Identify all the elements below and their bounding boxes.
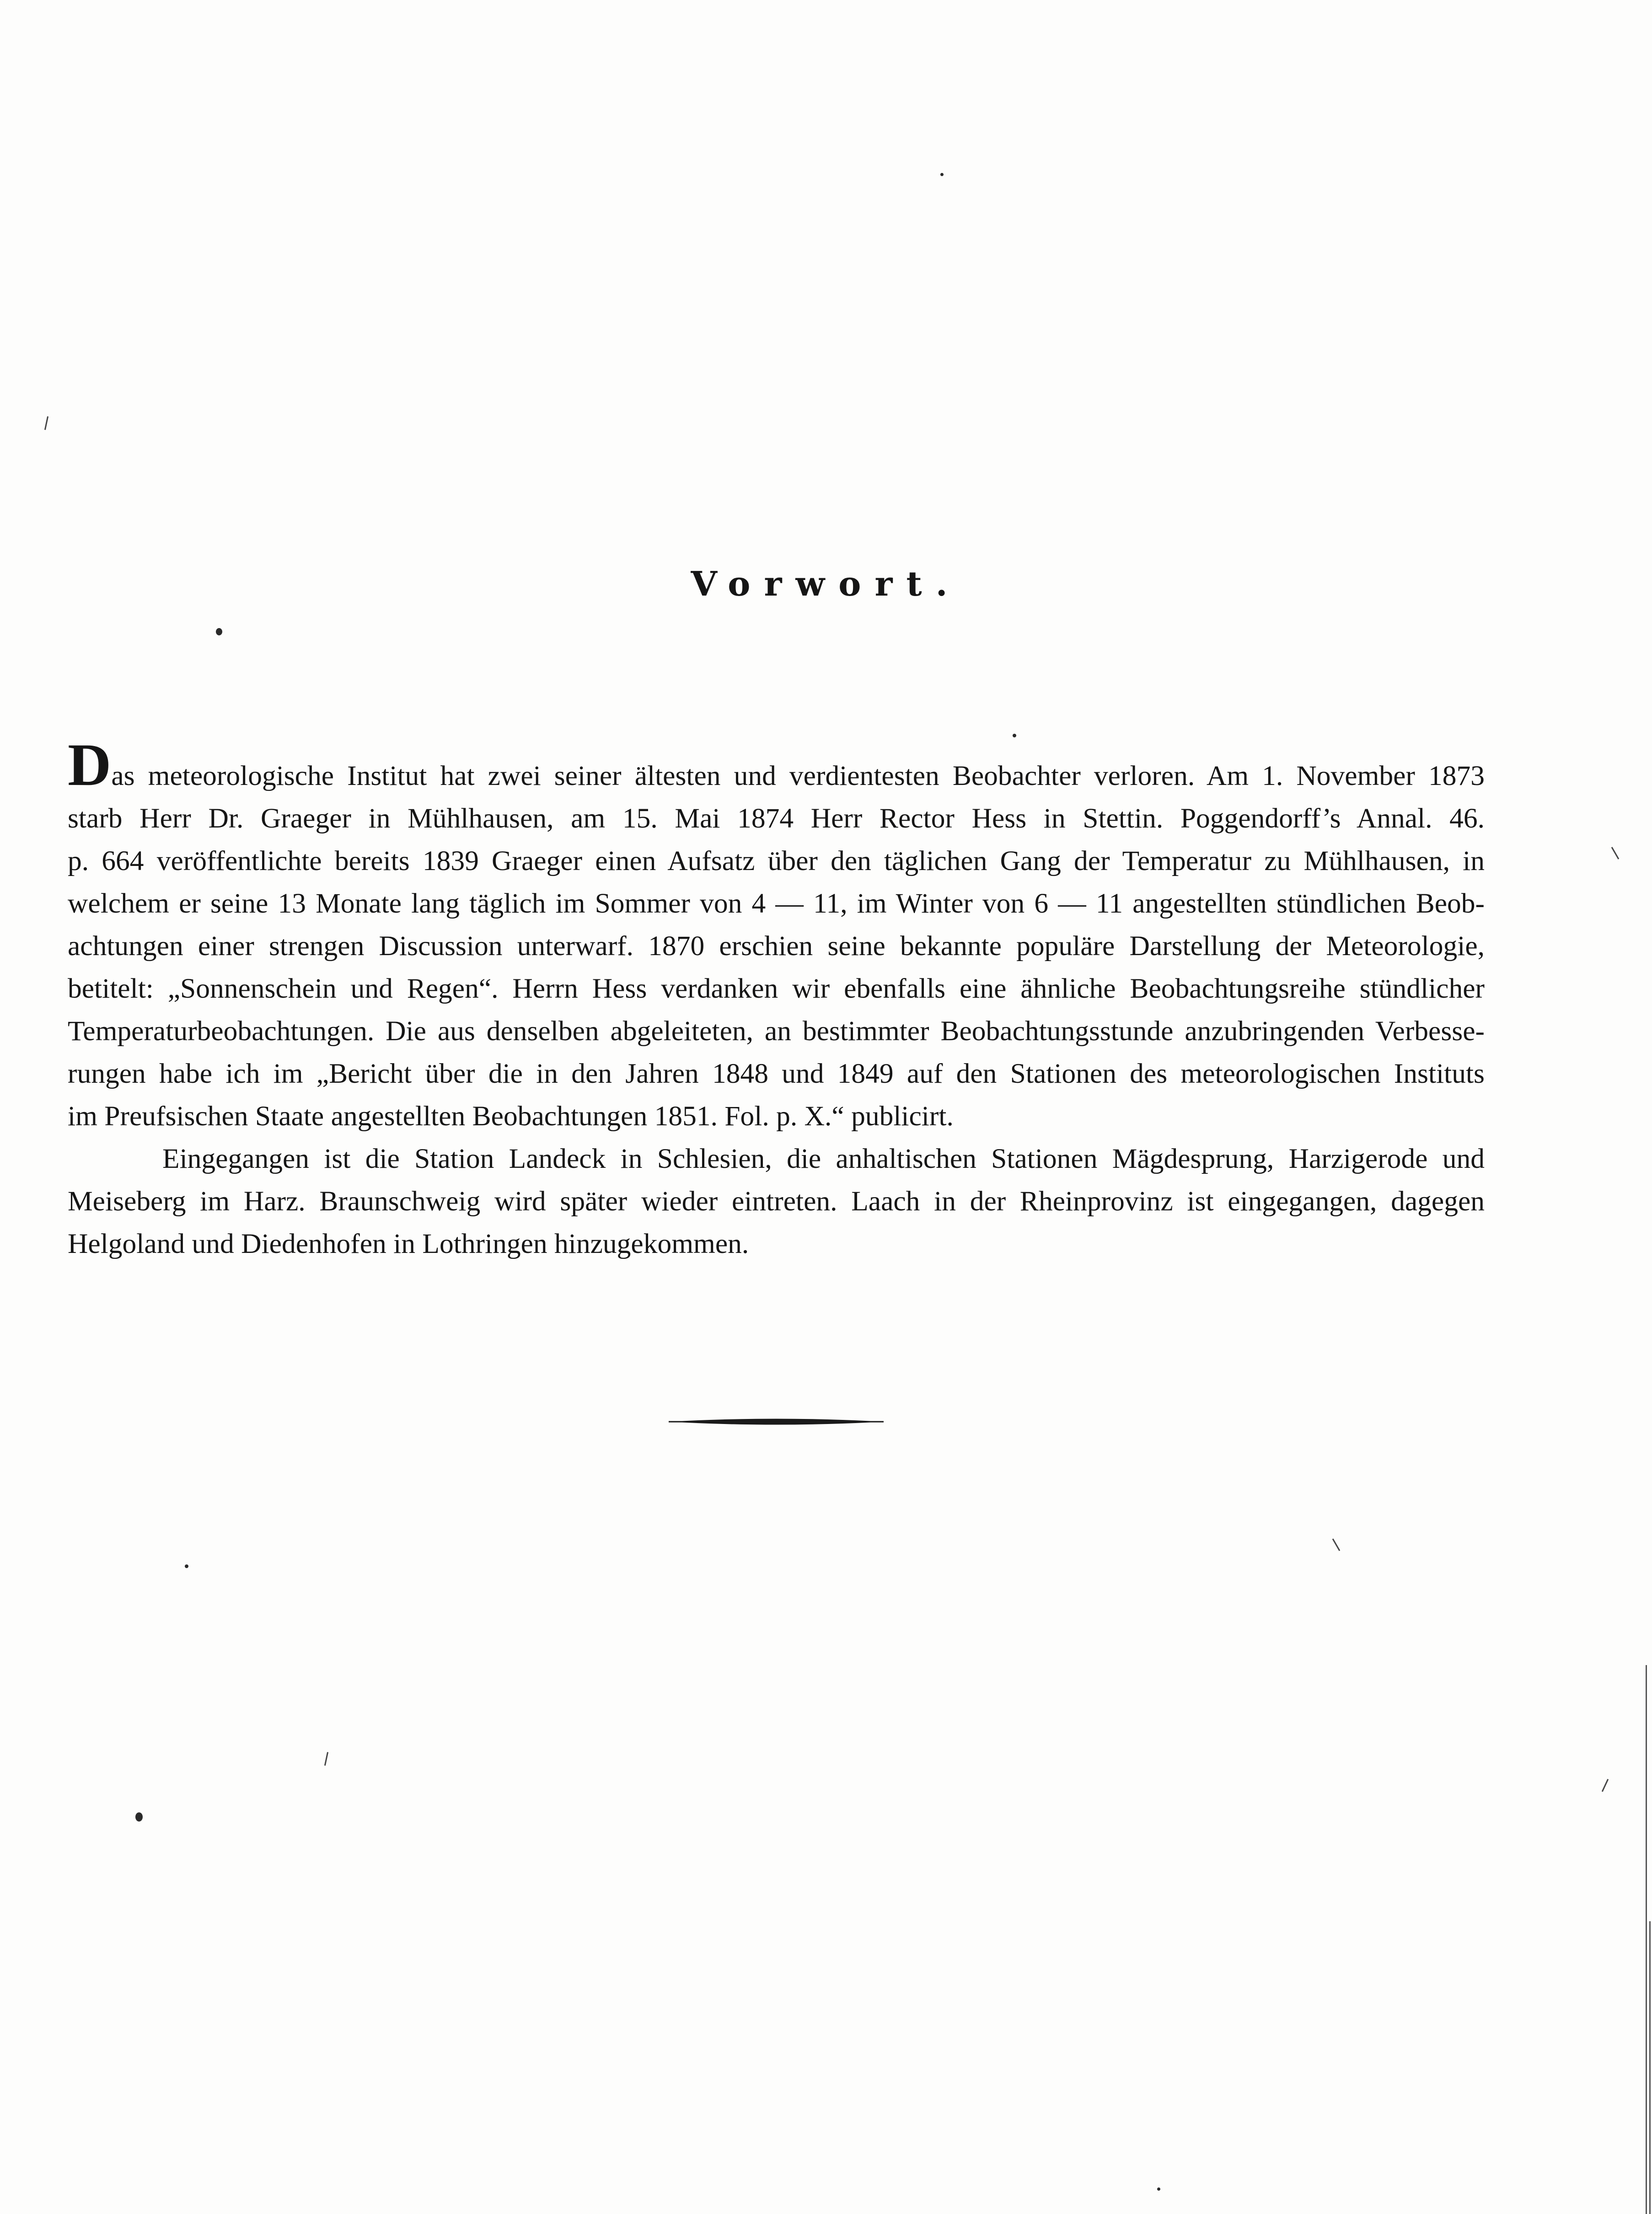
text-line: Temperaturbeobachtungen. Die aus denselben abgeleiteten, an bestimmter Beobachtungsstunde anzubringenden Verbesse-: [68, 1016, 1485, 1047]
scan-speck: [940, 173, 944, 176]
preface-text: [68, 731, 1485, 1265]
text-line: achtungen einer strengen Discussion unterwarf. 1870 erschien seine bekannte populäre Darstellung der Meteorologie,: [68, 930, 1485, 962]
text-line: Eingegangen ist die Station Landeck in Schlesien, die anhaltischen Stationen Mägdesprung, Harzigerode und: [162, 1143, 1485, 1174]
text-line: starb Herr Dr. Graeger in Mühlhausen, am 15. Mai 1874 Herr Rector Hess in Stettin. Poggendorff’s Annal. 46.: [68, 803, 1485, 834]
page-edge-shadow: [1649, 1921, 1651, 2214]
text-line: Das meteorologische Institut hat zwei seiner ältesten und verdientesten Beobachter verloren. Am 1. November 1873: [68, 731, 1485, 798]
scan-mark: [1332, 1538, 1341, 1551]
paragraph-1: [68, 731, 1485, 1138]
text-line: Helgoland und Diedenhofen in Lothringen hinzugekommen.: [68, 1228, 749, 1259]
text-line: rungen habe ich im „Bericht über die in den Jahren 1848 und 1849 auf den Stationen des meteorologischen Instituts: [68, 1058, 1485, 1089]
scan-mark: [1602, 1779, 1609, 1792]
scan-mark: [324, 1752, 328, 1766]
paragraph-2: [68, 1138, 1485, 1265]
ornamental-rule: [669, 1416, 884, 1427]
scan-mark: [44, 416, 48, 430]
text-line: welchem er seine 13 Monate lang täglich im Sommer von 4 — 11, im Winter von 6 — 11 angestellten stündlichen Beob-: [68, 888, 1485, 919]
scan-speck: [216, 628, 222, 635]
page-edge-shadow: [1646, 1665, 1647, 2214]
text-line: Meiseberg im Harz. Braunschweig wird später wieder eintreten. Laach in der Rheinprovinz ist eingegangen, dagegen: [68, 1186, 1485, 1217]
drop-cap: D: [68, 731, 112, 798]
scan-speck: [185, 1564, 188, 1568]
scan-speck: [135, 1812, 143, 1822]
scan-speck: [1157, 2187, 1160, 2191]
page-title: Vorwort.: [691, 564, 961, 604]
scan-speck: [1013, 734, 1016, 737]
scan-mark: [1611, 847, 1620, 859]
text-line: p. 664 veröffentlichte bereits 1839 Graeger einen Aufsatz über den täglichen Gang der Temperatur zu Mühlhausen, in: [68, 845, 1485, 876]
text-line: im Preufsischen Staate angestellten Beobachtungen 1851. Fol. p. X.“ publicirt.: [68, 1101, 954, 1132]
text-line: betitelt: „Sonnenschein und Regen“. Herrn Hess verdanken wir ebenfalls eine ähnliche Beobachtungsreihe stündlicher: [68, 973, 1485, 1004]
